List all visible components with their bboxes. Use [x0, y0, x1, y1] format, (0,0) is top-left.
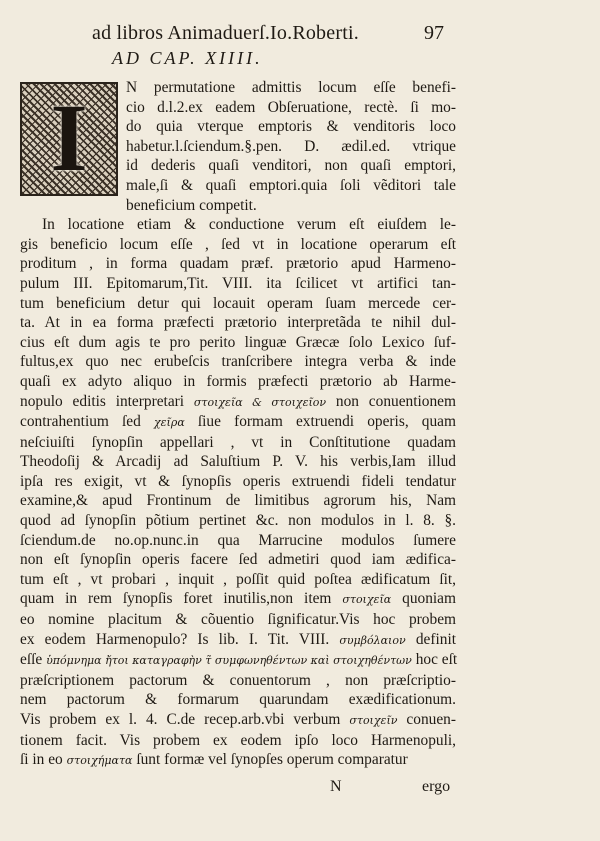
text-line: tum beneficium detur qui locauit operam ſuam mercede cer-: [20, 294, 456, 312]
text-line: ſi in eo στοιχήματα ſunt formæ vel ſynopſes operum comparatur: [20, 751, 408, 769]
text-line: Vis probem ex l. 4. C.de recep.arb.vbi verbum στοιχεῖν conuen-: [20, 711, 456, 728]
initial-letter: I: [50, 84, 88, 191]
text-line: quaſi ex adyto aliquo in formis præfecti prætorio ab Harme-: [20, 372, 456, 390]
paragraph-2: [20, 215, 456, 771]
text-line: contrahentium ſed χεῖρα ſiue formam extruendi operis, quam: [20, 413, 456, 431]
text-line: examine,& apud Frontinum de limitibus agrorum his, Nam: [20, 492, 456, 510]
text-line: cius eſt dum agis te pro perito linguæ Græcæ ſolo Lexico ſuf-: [20, 333, 456, 351]
text-line: Theodoſij & Arcadij ad Saluſtium P. V. his verbis,Iam illud: [20, 453, 456, 471]
text-line: non eſt ſynopſin operis facere ſed admetiri quod iam ædifica-: [20, 551, 456, 569]
text-line: ipſa res exigit, vt & ſynopſis operis extruendi fideli tendatur: [20, 472, 456, 490]
text-line: fultus,ex quo nec erubeſcis tranſcribere integra verba & inde: [20, 353, 456, 371]
text-line: quod ad ſynopſin põtium pertinet &c. non modulos in l. 8. §.: [20, 512, 456, 530]
text-line: ex eodem Harmenopulo? Is lib. I. Tit. VIII. συμβόλαιον definit: [20, 630, 456, 648]
text-line: id dederis quaſi venditori, non quaſi emptori,: [126, 157, 456, 175]
chapter-heading: AD CAP. XIIII.: [112, 48, 263, 68]
text-line: neſciuiſti ſynopſin appellari , vt in Conſtitutione quadam: [20, 433, 456, 451]
signature-mark: N: [330, 778, 342, 795]
text-line: ta. At in ea forma præfecti prætorio interpretãda te nihil dul-: [20, 314, 456, 332]
catchword: ergo: [422, 778, 451, 795]
text-line: præſcriptionem pactorum & conuentorum , non præſcriptio-: [20, 671, 456, 689]
text-line: ſciendum.de no.op.nunc.in qua Marrucine modulos ſumere: [20, 531, 456, 549]
text-line: nopulo editis interpretari στοιχεῖα & στοιχεῖον non conuentionem: [20, 392, 456, 410]
text-line: male,ſi & quaſi emptori.quia ſoli vẽditori tale: [126, 176, 456, 194]
text-line: gis beneficio locum eſſe , ſed vt in locatione operarum eſt: [20, 235, 456, 253]
text-line: pulum III. Epitomarum,Tit. VIII. ita ſcilicet vt artifici tan-: [20, 274, 456, 292]
running-title: ad libros Animaduerſ.Io.Roberti.: [92, 22, 359, 44]
text-line: proditum , in forma quadam præf. prætorio apud Harmeno-: [20, 255, 456, 273]
text-line: tionem facit. Vis probem ex eodem ipſo loco Harmenopuli,: [20, 731, 456, 749]
text-line: eſſe ὑπόμνημα ἤτοι καταγραφὴν τ̃ συμφωνηθέντων καὶ στοιχηθέντων hoc eſt: [20, 651, 458, 669]
text-line: habetur.l.ſciendum.§.pen. D. ædil.ed. vtrique: [126, 137, 456, 155]
text-line: do quia vterque emptoris & venditoris loco: [126, 118, 456, 136]
decorated-initial: [20, 82, 118, 196]
text-line: cio d.l.2.ex eadem Obſeruatione, rectè. ſi mo-: [126, 98, 456, 116]
text-line: eo nomine placitum & cõuentio ſignificatur.Vis hoc probem: [20, 611, 456, 629]
body-text: [20, 78, 456, 771]
text-line: N permutatione admittis locum eſſe benefi-: [126, 79, 456, 96]
text-line: tum eſt , vt probari , inquit , poſſit quid poſtea ædificatum ſit,: [20, 570, 456, 588]
text-line: beneficium competit.: [126, 196, 257, 214]
page-number: 97: [424, 22, 444, 44]
text-line: quam in rem ſynopſis foret inutilis,non item στοιχεῖα quoniam: [20, 590, 456, 608]
text-line: nem pactorum & formarum quarundam exædificationum.: [20, 691, 456, 709]
text-line: In locatione etiam & conductione verum eſt eiuſdem le-: [42, 216, 456, 234]
